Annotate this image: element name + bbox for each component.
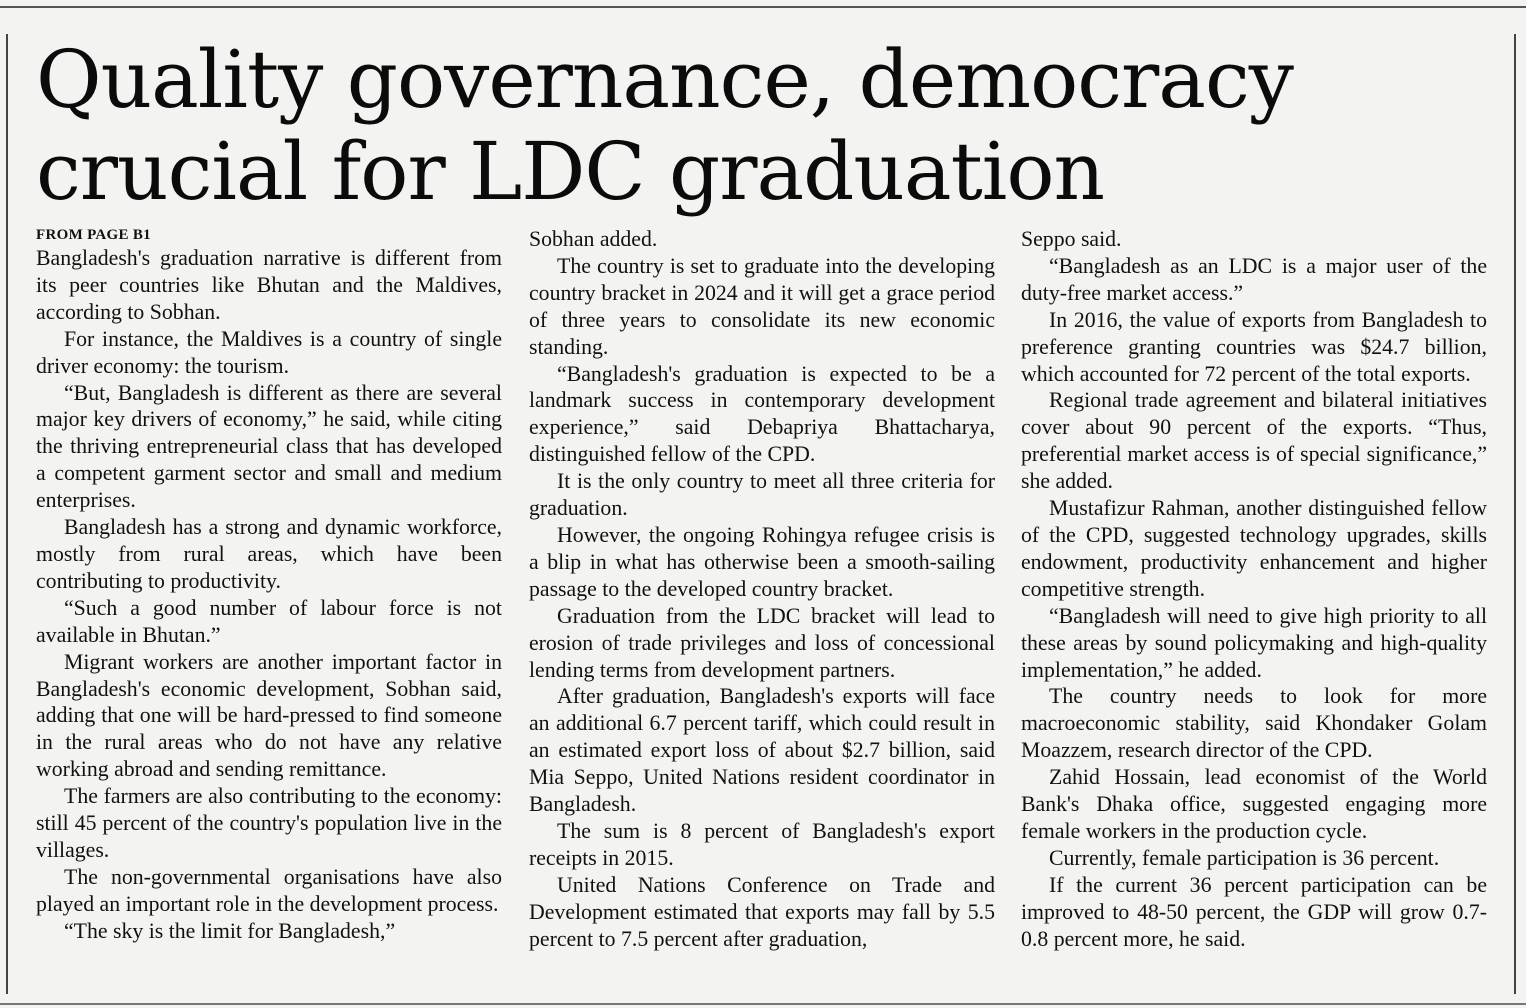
paragraph: Mustafizur Rahman, another distinguished fellow of the CPD, suggested technology upgrades, skills endowment, productivity enhancement and higher competitive strength.: [1021, 496, 1487, 601]
paragraph: “Such a good number of labour force is not available in Bhutan.”: [36, 595, 502, 647]
paragraph: Sobhan added.: [529, 227, 658, 251]
paragraph: For instance, the Maldives is a country of single driver economy: the tourism.: [36, 326, 502, 378]
paragraph: Zahid Hossain, lead economist of the World Bank's Dhaka office, suggested engaging more female workers in the production cycle.: [1021, 765, 1487, 843]
paragraph: After graduation, Bangladesh's exports will face an additional 6.7 percent tariff, which could result in an estimated export loss of about $2.7 billion, said Mia Seppo, United Nations resident coordinator in Bangladesh.: [529, 684, 995, 817]
paragraph: “Bangladesh as an LDC is a major user of the duty-free market access.”: [1021, 253, 1487, 305]
kicker-from-page: FROM PAGE B1: [36, 227, 151, 243]
bottom-border: [0, 1003, 1526, 1005]
article-column-3: [1021, 226, 1487, 986]
top-border: [0, 0, 1526, 8]
paragraph: The farmers are also contributing to the economy: still 45 percent of the country's population live in the villages.: [36, 784, 502, 862]
paragraph: The sum is 8 percent of Bangladesh's export receipts in 2015.: [529, 818, 995, 870]
article-column-2: [529, 226, 995, 986]
paragraph: In 2016, the value of exports from Bangladesh to preference granting countries was $24.7 billion, which accounted for 72 percent of the total exports.: [1021, 307, 1487, 386]
paragraph: However, the ongoing Rohingya refugee crisis is a blip in what has otherwise been a smooth-sailing passage to the developed country bracket.: [529, 522, 995, 601]
paragraph: Bangladesh has a strong and dynamic workforce, mostly from rural areas, which have been contributing to productivity.: [36, 515, 502, 593]
paragraph: “Bangladesh will need to give high priority to all these areas by sound policymaking and high-quality implementation,” he added.: [1021, 603, 1487, 682]
paragraph: The country is set to graduate into the developing country bracket in 2024 and it will get a grace period of three years to consolidate its new economic standing.: [529, 253, 995, 359]
paragraph: Currently, female participation is 36 percent.: [1049, 845, 1440, 870]
left-border-rule: [6, 34, 8, 994]
headline: [36, 34, 1496, 218]
headline-line-1: Quality governance, democracy: [36, 33, 1293, 126]
paragraph: Graduation from the LDC bracket will lead to erosion of trade privileges and loss of concessional lending terms from development partners.: [529, 603, 995, 682]
paragraph: “But, Bangladesh is different as there are several major key drivers of economy,” he said, while citing the thriving entrepreneurial class that has developed a competent garment sector and small and medium enterprises.: [36, 380, 502, 513]
right-border-rule: [1514, 34, 1516, 994]
paragraph: Regional trade agreement and bilateral initiatives cover about 90 percent of the exports. “Thus, preferential market access is of special significance,” she added.: [1021, 388, 1487, 494]
paragraph: It is the only country to meet all three criteria for graduation.: [529, 469, 995, 521]
paragraph: Migrant workers are another important factor in Bangladesh's economic development, Sobhan said, adding that one will be hard-pressed to find someone in the rural areas who do not have any relative working abroad and sending remittance.: [36, 649, 502, 782]
paragraph: “The sky is the limit for Bangladesh,”: [64, 918, 396, 943]
paragraph: The non-governmental organisations have also played an important role in the development process.: [36, 864, 502, 916]
paragraph: The country needs to look for more macroeconomic stability, said Khondaker Golam Moazzem, research director of the CPD.: [1021, 684, 1487, 763]
headline-line-2: crucial for LDC graduation: [36, 125, 1105, 218]
paragraph: Seppo said.: [1021, 227, 1122, 251]
article-column-1: [36, 226, 502, 986]
paragraph: “Bangladesh's graduation is expected to be a landmark success in contemporary development experience,” said Debapriya Bhattacharya, distinguished fellow of the CPD.: [529, 361, 995, 467]
paragraph: United Nations Conference on Trade and Development estimated that exports may fall by 5.5 percent to 7.5 percent after graduation,: [529, 872, 995, 951]
paragraph: Bangladesh's graduation narrative is different from its peer countries like Bhutan and the Maldives, according to Sobhan.: [36, 246, 502, 324]
paragraph: If the current 36 percent participation can be improved to 48-50 percent, the GDP will grow 0.7-0.8 percent more, he said.: [1021, 872, 1487, 951]
